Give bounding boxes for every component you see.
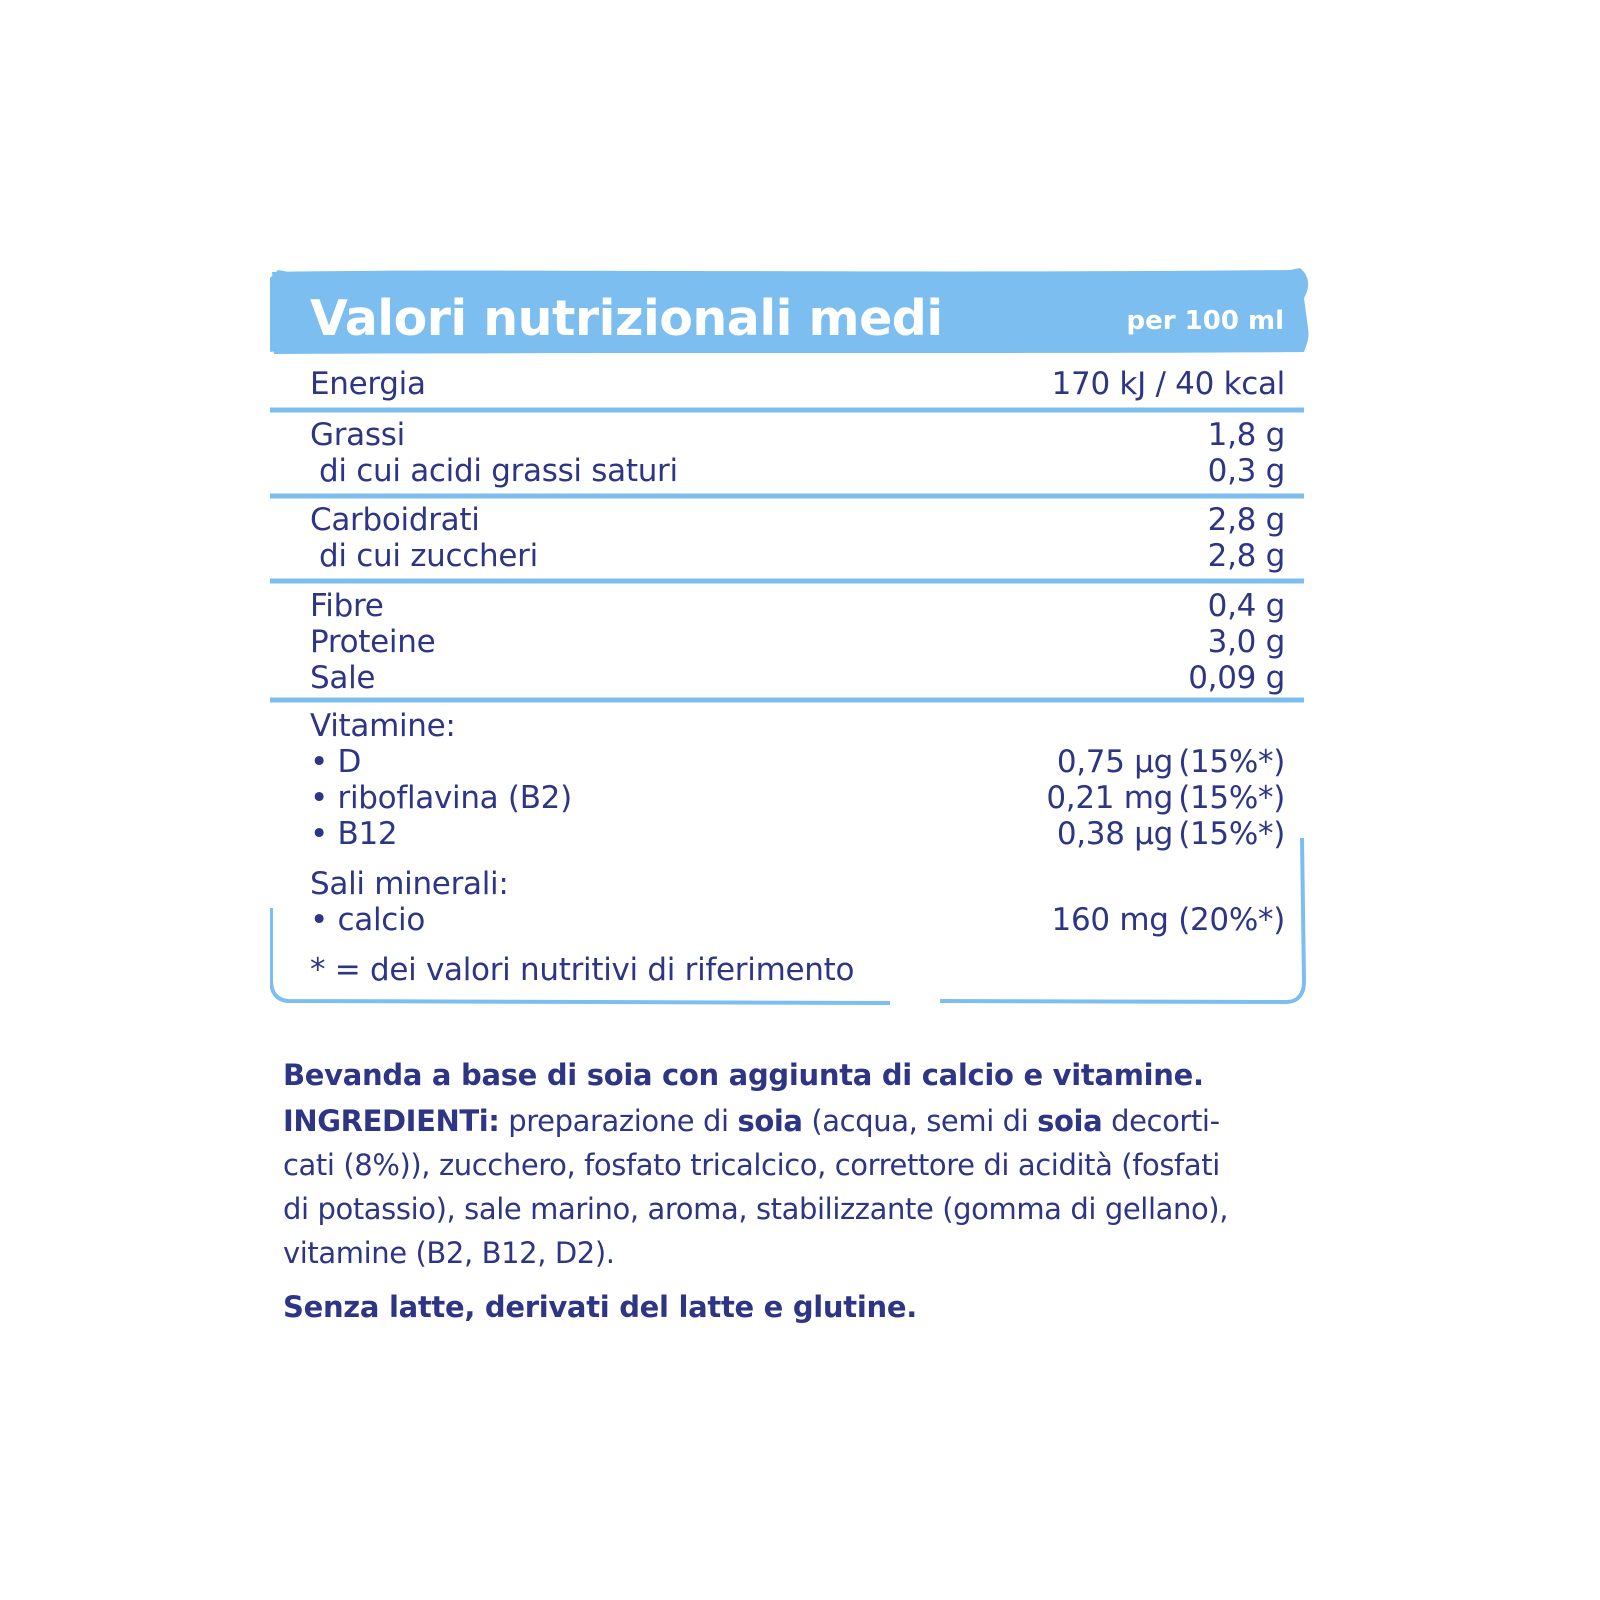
row-saturated xyxy=(310,453,1285,489)
ingredients-heading: INGREDIENTi: xyxy=(283,1104,500,1138)
row-vitamin-b12 xyxy=(310,816,1285,852)
ingredients-line-2: cati (8%)), zucchero, fosfato tricalcico, correttore di acidità (fosfati xyxy=(283,1148,1220,1182)
ingredients-text-2: (acqua, semi di xyxy=(802,1104,1038,1138)
minerals-heading: Sali minerali: xyxy=(310,866,509,902)
carbs-value: 2,8 g xyxy=(1207,502,1285,538)
vitamin-b2-amount: 0,21 mg xyxy=(1046,780,1173,816)
ingredients-text-3: decorti- xyxy=(1102,1104,1220,1138)
nutrition-table xyxy=(270,268,1340,1036)
product-info xyxy=(283,1055,1343,1327)
row-fibre xyxy=(310,588,1285,624)
ingredient-soia-2: soia xyxy=(1037,1104,1103,1138)
vitamins-heading: Vitamine: xyxy=(310,708,456,744)
ingredient-soia-1: soia xyxy=(737,1104,803,1138)
energy-value: 170 kJ / 40 kcal xyxy=(1051,366,1285,402)
calcium-label: • calcio xyxy=(310,902,426,938)
row-vitamins-heading xyxy=(310,708,1285,744)
protein-label: Proteine xyxy=(310,624,436,660)
row-sugars xyxy=(310,538,1285,574)
saturated-value: 0,3 g xyxy=(1207,453,1285,489)
header-band-rough xyxy=(270,270,300,352)
vitamin-d-label: • D xyxy=(310,744,362,780)
row-minerals-heading xyxy=(310,866,1285,902)
product-description: Bevanda a base di soia con aggiunta di calcio e vitamine. xyxy=(283,1058,1204,1092)
vitamin-b12-percent: (15%*) xyxy=(1178,816,1285,852)
row-energy xyxy=(310,366,1285,402)
sugars-value: 2,8 g xyxy=(1207,538,1285,574)
saturated-label: di cui acidi grassi saturi xyxy=(319,453,678,489)
vitamin-b2-percent: (15%*) xyxy=(1178,780,1285,816)
row-fats xyxy=(310,417,1285,453)
fibre-label: Fibre xyxy=(310,588,384,624)
row-calcium xyxy=(310,902,1285,938)
ingredients-line-1 xyxy=(283,1099,1343,1143)
energy-label: Energia xyxy=(310,366,426,402)
allergen-note: Senza latte, derivati del latte e glutine. xyxy=(283,1290,917,1324)
row-protein xyxy=(310,624,1285,660)
row-carbs xyxy=(310,502,1285,538)
vitamin-b12-amount: 0,38 µg xyxy=(1056,816,1173,852)
ingredients-line-4: vitamine (B2, B12, D2). xyxy=(283,1236,615,1270)
carbs-label: Carboidrati xyxy=(310,502,480,538)
protein-value: 3,0 g xyxy=(1207,624,1285,660)
fats-label: Grassi xyxy=(310,417,405,453)
row-footnote xyxy=(310,952,1285,988)
ingredients-line-3: di potassio), sale marino, aroma, stabilizzante (gomma di gellano), xyxy=(283,1192,1229,1226)
row-vitamin-d xyxy=(310,744,1285,780)
ingredients-list xyxy=(283,1099,1343,1275)
row-salt xyxy=(310,660,1285,696)
row-vitamin-b2 xyxy=(310,780,1285,816)
fibre-value: 0,4 g xyxy=(1207,588,1285,624)
table-unit: per 100 ml xyxy=(1126,306,1284,336)
table-title: Valori nutrizionali medi xyxy=(310,290,943,347)
fats-value: 1,8 g xyxy=(1207,417,1285,453)
vitamin-b12-label: • B12 xyxy=(310,816,398,852)
vitamin-d-percent: (15%*) xyxy=(1178,744,1285,780)
vitamin-d-amount: 0,75 µg xyxy=(1056,744,1173,780)
ingredients-text-1: preparazione di xyxy=(499,1104,738,1138)
salt-value: 0,09 g xyxy=(1188,660,1285,696)
footnote: * = dei valori nutritivi di riferimento xyxy=(310,952,855,988)
calcium-value: 160 mg (20%*) xyxy=(1051,902,1285,938)
vitamin-b2-label: • riboflavina (B2) xyxy=(310,780,572,816)
salt-label: Sale xyxy=(310,660,376,696)
sugars-label: di cui zuccheri xyxy=(319,538,538,574)
